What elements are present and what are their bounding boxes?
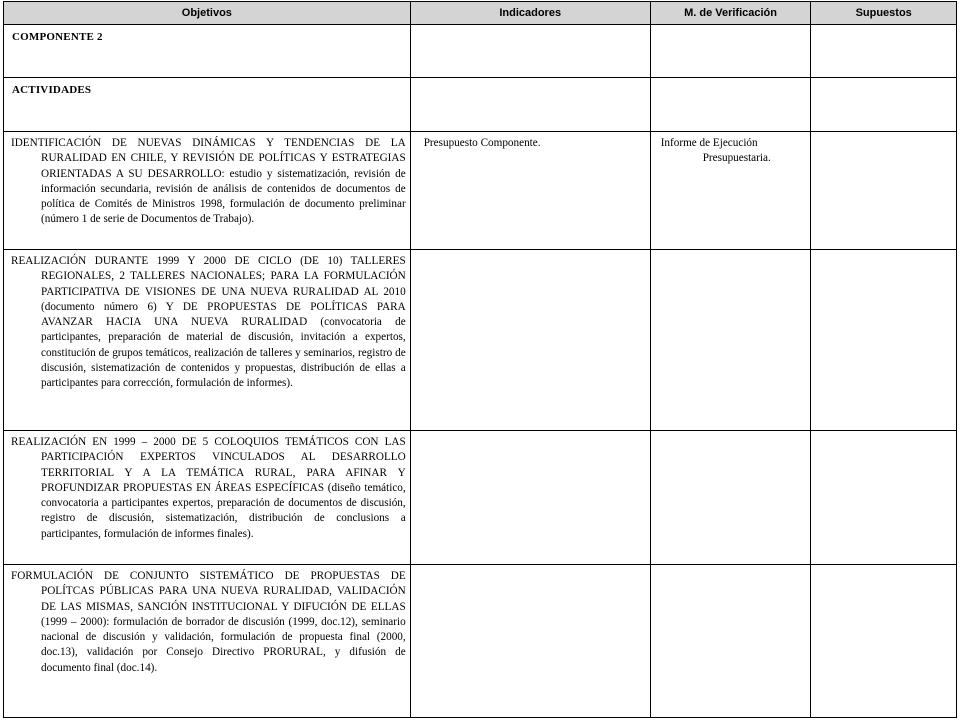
- empty-cell: [811, 25, 957, 78]
- objetivo-cell: [4, 431, 411, 565]
- activity-text: IDENTIFICACIÓN DE NUEVAS DINÁMICAS Y TENDENCIAS DE LA RURALIDAD EN CHILE, Y REVISIÓN DE POLÍTICAS Y ESTRATEGIAS ORIENTADAS A SU DESARROLLO: estudio y sistematización, revisión de información secundaria, revisión de análisis de contenidos de documentos de política de Comités de Ministros 1998, formulación de documento preliminar (número 1 de serie de Documentos de Trabajo).: [11, 137, 406, 226]
- empty-cell: [811, 250, 957, 431]
- empty-cell: [811, 565, 957, 718]
- table-row: [4, 132, 957, 250]
- header-verificacion: M. de Verificación: [650, 2, 811, 25]
- empty-cell: [410, 78, 650, 132]
- objetivo-cell: [4, 132, 411, 250]
- table-row: [4, 25, 957, 78]
- empty-cell: [410, 431, 650, 565]
- header-row: [4, 2, 957, 25]
- indicador-cell: [410, 132, 650, 250]
- activity-text: REALIZACIÓN DURANTE 1999 Y 2000 DE CICLO (DE 10) TALLERES REGIONALES, 2 TALLERES NACIONALES; PARA LA FORMULACIÓN PARTICIPATIVA DE VISIONES DE UNA NUEVA RURALIDAD AL 2010 (documento número 6) Y DE PROPUESTAS DE POLÍTICAS PARA AVANZAR HACIA UNA NUEVA RURALIDAD (convocatoria de participantes, preparación de material de discusión, invitación a expertos, constitución de grupos temáticos, realización de talleres y seminarios, registro de discusión, sistematización de contenidos y propuestas, distribución de ellas a participantes para corrección, formulación de informes).: [11, 255, 406, 390]
- indicador-text: Presupuesto Componente.: [423, 137, 541, 149]
- verificacion-line-1: Informe de Ejecución: [660, 137, 758, 149]
- empty-cell: [410, 250, 650, 431]
- empty-cell: [650, 565, 811, 718]
- empty-cell: [650, 25, 811, 78]
- componente-cell: [4, 25, 411, 78]
- empty-cell: [811, 431, 957, 565]
- header-supuestos: Supuestos: [811, 2, 957, 25]
- logframe-table: [3, 1, 957, 718]
- objetivo-cell: [4, 565, 411, 718]
- header-objetivos: Objetivos: [4, 2, 411, 25]
- empty-cell: [811, 78, 957, 132]
- empty-cell: [410, 565, 650, 718]
- table-row: [4, 431, 957, 565]
- actividades-label: ACTIVIDADES: [12, 84, 92, 96]
- activity-text: FORMULACIÓN DE CONJUNTO SISTEMÁTICO DE PROPUESTAS DE POLÍTCAS PÚBLICAS PARA UNA NUEVA RURALIDAD, VALIDACIÓN DE LAS MISMAS, SANCIÓN INSTITUCIONAL Y DIFUCIÓN DE ELLAS (1999 – 2000): formulación de borrador de discusión (1999, doc.12), seminario nacional de discusión y validación, formulación de propuesta final (2000, doc.13), validación por Consejo Directivo PRORURAL, y difusión de documento final (doc.14).: [11, 570, 406, 674]
- table-row: [4, 565, 957, 718]
- table-row: [4, 78, 957, 132]
- activity-text: REALIZACIÓN EN 1999 – 2000 DE 5 COLOQUIOS TEMÁTICOS CON LAS PARTICIPACIÓN EXPERTOS VINCULADOS AL DESARROLLO TERRITORIAL Y A LA TEMÁTICA RURAL, PARA AFINAR Y PROFUNDIZAR PROPUESTAS EN ÁREAS ESPECÍFICAS (diseño temático, convocatoria a participantes expertos, preparación de documentos de discusión, registro de discusión, sistematización, distribución de conclusions a participantes, formulación de informes finales).: [11, 436, 406, 540]
- objetivo-cell: [4, 250, 411, 431]
- empty-cell: [650, 431, 811, 565]
- verificacion-text: [651, 132, 811, 167]
- empty-cell: [811, 132, 957, 250]
- actividades-cell: [4, 78, 411, 132]
- verificacion-cell: [650, 132, 811, 250]
- empty-cell: [650, 78, 811, 132]
- verificacion-line-2: Presupuestaria.: [702, 152, 771, 165]
- empty-cell: [650, 250, 811, 431]
- empty-cell: [410, 25, 650, 78]
- header-indicadores: Indicadores: [410, 2, 650, 25]
- componente-label: COMPONENTE 2: [12, 31, 103, 43]
- table-row: [4, 250, 957, 431]
